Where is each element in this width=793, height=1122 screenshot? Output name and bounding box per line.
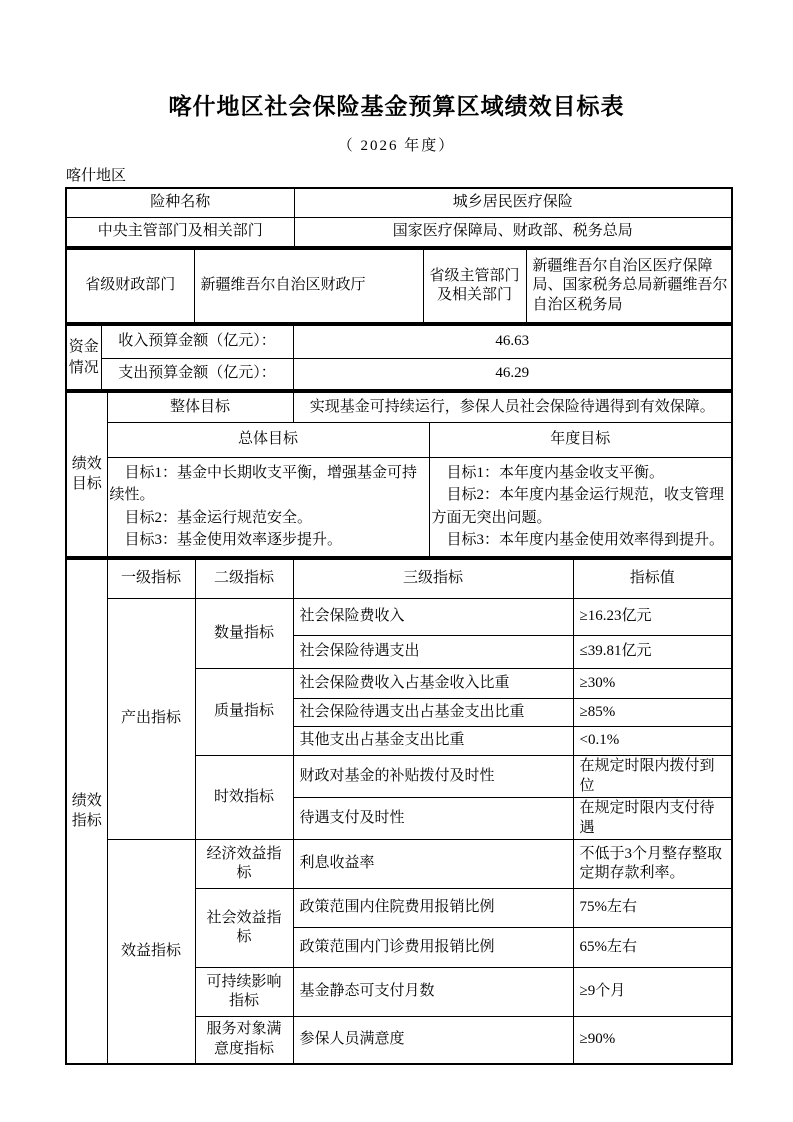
level2-quantity: 数量指标 bbox=[195, 599, 293, 669]
table-row bbox=[66, 422, 732, 457]
indicator-name: 财政对基金的补贴拨付及时性 bbox=[293, 756, 573, 798]
prov-dept-value: 新疆维吾尔自治区医疗保障局、国家税务总局新疆维吾尔自治区税务局 bbox=[526, 249, 732, 323]
indicator-value: ≥90% bbox=[573, 1017, 732, 1064]
annual-goal-items bbox=[429, 457, 732, 557]
indicator-value: ≥16.23亿元 bbox=[573, 599, 732, 636]
table-row bbox=[66, 392, 732, 422]
provincial-info-table bbox=[65, 248, 733, 324]
table-row bbox=[66, 325, 732, 358]
prov-dept-label: 省级主管部门及相关部门 bbox=[423, 249, 526, 323]
annual-goal-header: 年度目标 bbox=[429, 422, 732, 457]
indicator-value: 不低于3个月整存整取定期存款利率。 bbox=[573, 840, 732, 889]
level2-satisfaction: 服务对象满意度指标 bbox=[195, 1017, 293, 1064]
indicator-value: 65%左右 bbox=[573, 928, 732, 968]
year-subtitle: （ 2026 年度） bbox=[337, 138, 456, 154]
table-row bbox=[66, 457, 732, 557]
level2-timeliness: 时效指标 bbox=[195, 756, 293, 840]
income-budget-value: 46.63 bbox=[293, 325, 732, 358]
indicator-name: 社会保险费收入 bbox=[293, 599, 573, 636]
central-dept-value: 国家医疗保障局、财政部、税务总局 bbox=[294, 217, 732, 247]
indicator-name: 社会保险费收入占基金收入比重 bbox=[293, 669, 573, 699]
table-row bbox=[66, 599, 732, 636]
indicator-value: ≤39.81亿元 bbox=[573, 636, 732, 669]
indicators-table bbox=[65, 558, 733, 1065]
level1-benefit: 效益指标 bbox=[107, 840, 195, 1064]
table-row bbox=[66, 217, 732, 247]
indicators-section-label: 绩效指标 bbox=[66, 559, 107, 1064]
indicator-value: <0.1% bbox=[573, 727, 732, 756]
general-goal-items bbox=[107, 457, 429, 557]
level1-output: 产出指标 bbox=[107, 599, 195, 840]
funds-section-label: 资金情况 bbox=[66, 325, 101, 390]
indicator-name: 基金静态可支付月数 bbox=[293, 968, 573, 1017]
expense-budget-label: 支出预算金额（亿元）： bbox=[101, 358, 293, 390]
indicator-value: ≥30% bbox=[573, 669, 732, 699]
header-level2: 二级指标 bbox=[195, 559, 293, 599]
indicator-value: 75%左右 bbox=[573, 889, 732, 928]
indicator-name: 利息收益率 bbox=[293, 840, 573, 889]
prov-finance-label: 省级财政部门 bbox=[66, 249, 194, 323]
overall-goal-value: 实现基金可持续运行，参保人员社会保险待遇得到有效保障。 bbox=[293, 392, 732, 422]
income-budget-label: 收入预算金额（亿元）： bbox=[101, 325, 293, 358]
table-row bbox=[66, 559, 732, 599]
header-value: 指标值 bbox=[573, 559, 732, 599]
overall-goal-label: 整体目标 bbox=[107, 392, 293, 422]
indicator-name: 政策范围内门诊费用报销比例 bbox=[293, 928, 573, 968]
indicator-name: 社会保险待遇支出占基金支出比重 bbox=[293, 699, 573, 727]
indicator-name: 政策范围内住院费用报销比例 bbox=[293, 889, 573, 928]
funds-table bbox=[65, 324, 733, 391]
general-goal-item-2: 目标2：基金运行规范安全。 bbox=[124, 509, 313, 526]
indicator-name: 待遇支付及时性 bbox=[293, 798, 573, 840]
indicator-name: 其他支出占基金支出比重 bbox=[293, 727, 573, 756]
goals-table bbox=[65, 391, 733, 558]
table-row bbox=[66, 840, 732, 889]
header-level3: 三级指标 bbox=[293, 559, 573, 599]
general-goal-header: 总体目标 bbox=[107, 422, 429, 457]
indicator-name: 社会保险待遇支出 bbox=[293, 636, 573, 669]
general-goal-item-3: 目标3：基金使用效率逐步提升。 bbox=[124, 532, 343, 548]
level2-social: 社会效益指标 bbox=[195, 889, 293, 968]
table-row bbox=[66, 249, 732, 323]
indicator-value: ≥9个月 bbox=[573, 968, 732, 1017]
indicator-value: ≥85% bbox=[573, 699, 732, 727]
header-level1: 一级指标 bbox=[107, 559, 195, 599]
insurance-type-value: 城乡居民医疗保险 bbox=[294, 188, 732, 217]
table-row bbox=[66, 188, 732, 217]
level2-sustainability: 可持续影响指标 bbox=[195, 968, 293, 1017]
goals-section-label: 绩效目标 bbox=[66, 392, 107, 557]
indicator-value: 在规定时限内拨付到位 bbox=[573, 756, 732, 798]
region-label: 喀什地区 bbox=[66, 168, 127, 184]
central-dept-label: 中央主管部门及相关部门 bbox=[66, 217, 294, 247]
table-row bbox=[66, 358, 732, 390]
annual-goal-item-2: 目标2：本年度内基金运行规范，收支管理方面无突出问题。 bbox=[431, 487, 725, 526]
level2-quality: 质量指标 bbox=[195, 669, 293, 756]
insurance-type-label: 险种名称 bbox=[66, 188, 294, 217]
annual-goal-item-1: 目标1：本年度内基金收支平衡。 bbox=[446, 464, 665, 481]
indicator-value: 在规定时限内支付待遇 bbox=[573, 798, 732, 840]
prov-finance-value: 新疆维吾尔自治区财政厅 bbox=[194, 249, 423, 323]
basic-info-table bbox=[65, 187, 733, 248]
general-goal-item-1: 目标1：基金中长期收支平衡，增强基金可持续性。 bbox=[109, 464, 418, 503]
page-title: 喀什地区社会保险基金预算区域绩效目标表 bbox=[168, 94, 625, 119]
target-table bbox=[65, 187, 733, 1065]
expense-budget-value: 46.29 bbox=[293, 358, 732, 390]
annual-goal-item-3: 目标3：本年度内基金使用效率得到提升。 bbox=[446, 532, 725, 548]
level2-economic: 经济效益指标 bbox=[195, 840, 293, 889]
indicator-name: 参保人员满意度 bbox=[293, 1017, 573, 1064]
